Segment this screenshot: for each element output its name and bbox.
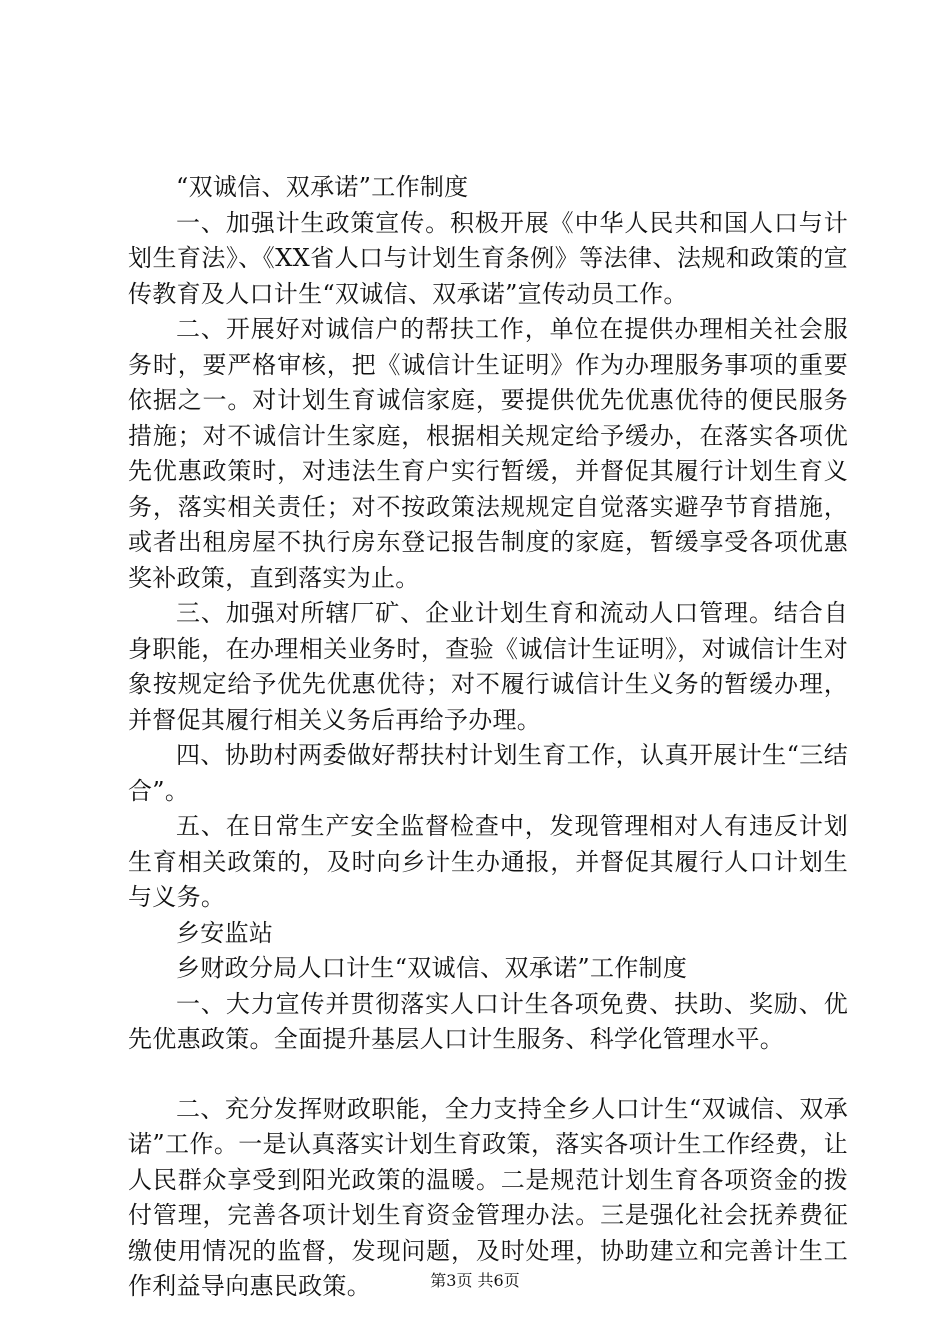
paragraph: 二、开展好对诚信户的帮扶工作，单位在提供办理相关社会服务时，要严格审核，把《诚信计生证明》作为办理服务事项的重要依据之一。对计划生育诚信家庭，要提供优先优惠优待的便民服务措施；对不诚信计生家庭，根据相关规定给予缓办，在落实各项优先优惠政策时，对违法生育户实行暂缓，并督促其履行计划生育义务，落实相关责任；对不按政策法规规定自觉落实避孕节育措施，或者出租房屋不执行房东登记报告制度的家庭，暂缓享受各项优惠奖补政策，直到落实为止。 [128,315,848,592]
section-title: 乡财政分局人口计生“双诚信、双承诺”工作制度 [176,954,688,982]
paragraph: 一、大力宣传并贯彻落实人口计生各项免费、扶助、奖励、优先优惠政策。全面提升基层人口计生服务、科学化管理水平。 [128,989,848,1053]
signature-line: 乡安监站 [176,918,274,947]
paragraph: 一、加强计生政策宣传。积极开展《中华人民共和国人口与计划生育法》、《XX省人口与计划生育条例》等法律、法规和政策的宣传教育及人口计生“双诚信、双承诺”宣传动员工作。 [128,208,848,308]
document-body [128,170,848,1305]
paragraph: 四、协助村两委做好帮扶村计划生育工作，认真开展计生“三结合”。 [128,741,848,805]
paragraph: 五、在日常生产安全监督检查中，发现管理相对人有违反计划生育相关政策的，及时向乡计生办通报，并督促其履行人口计划生与义务。 [128,812,848,911]
page-number: 第3页 共6页 [430,1271,520,1290]
paragraph: 二、充分发挥财政职能，全力支持全乡人口计生“双诚信、双承诺”工作。一是认真落实计划生育政策，落实各项计生工作经费，让人民群众享受到阳光政策的温暖。二是规范计划生育各项资金的拨付管理，完善各项计划生育资金管理办法。三是强化社会抚养费征缴使用情况的监督，发现问题，及时处理，协助建立和完善计生工作利益导向惠民政策。 [128,1094,848,1300]
paragraph: 三、加强对所辖厂矿、企业计划生育和流动人口管理。结合自身职能，在办理相关业务时，查验《诚信计生证明》，对诚信计生对象按规定给予优先优惠优待；对不履行诚信计生义务的暂缓办理，并督促其履行相关义务后再给予办理。 [128,599,848,734]
section-title: “双诚信、双承诺”工作制度 [176,173,469,201]
